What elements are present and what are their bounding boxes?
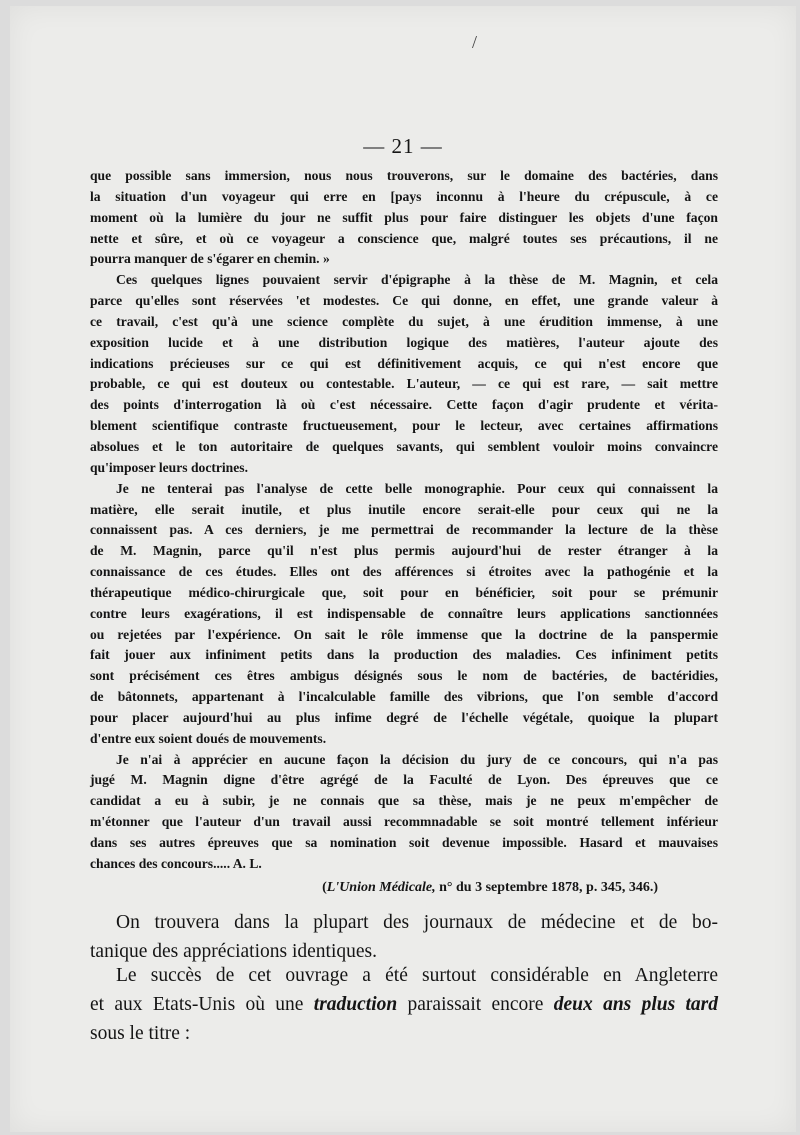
text-line: sous le titre : — [90, 1023, 191, 1044]
text-line: blement scientifique contraste fructueusement, pour le lecteur, avec certaines affirmations — [90, 418, 718, 434]
text-line: qu'imposer leurs doctrines. — [90, 459, 248, 475]
text-line: dans ses autres épreuves que sa nomination soit devenue impossible. Hasard et mauvaises — [90, 835, 718, 850]
text-line: absolues et le ton autoritaire de quelques savants, qui semblent vouloir moins convaincre — [90, 438, 718, 454]
stray-pen-mark: / — [472, 32, 478, 52]
text-line: Le succès de cet ouvrage a été surtout considérable en Angleterre — [116, 965, 718, 986]
quoted-review-text — [90, 166, 718, 875]
document-page — [10, 6, 796, 1132]
closing-paragraph-2 — [90, 961, 718, 1048]
page-number: — 21 — — [363, 134, 443, 158]
text-line: exposition lucide et à une distribution logique des matières, l'auteur ajoute des — [90, 334, 718, 350]
closing-paragraph-1 — [90, 908, 718, 966]
text-run: et aux Etats-Unis où une — [90, 994, 314, 1015]
text-line: On trouvera dans la plupart des journaux de médecine et de bo- — [116, 912, 718, 933]
text-line: tanique des appréciations identiques. — [90, 941, 377, 962]
text-line: matière, elle serait inutile, et plus inutile encore serait-elle pour ceux qui ne la — [90, 501, 718, 517]
text-line: pour placer aujourd'hui au plus infime degré de l'échelle végétale, quoique la plupart — [90, 709, 718, 725]
text-line: la situation d'un voyageur qui erre en [pays inconnu à l'heure du crépuscule, à ce — [90, 188, 718, 204]
text-line: d'entre eux soient doués de mouvements. — [90, 730, 327, 746]
text-line: moment où la lumière du jour ne suffit plus pour faire distinguer les objets d'une façon — [90, 209, 718, 225]
text-line: connaissance de ces études. Elles ont des afférences si étroites avec la pathogénie et la — [90, 564, 718, 580]
emphasis-translation: traduction — [313, 994, 398, 1015]
citation-details: n° du 3 septembre 1878, p. 345, 346.) — [435, 880, 658, 895]
text-line: chances des concours..... A. L. — [90, 855, 262, 871]
text-line: ce travail, c'est qu'à une science complète du sujet, à une érudition immense, à une — [90, 313, 718, 329]
text-line: des points d'interrogation là où c'est nécessaire. Cette façon d'agir prudente et vérita- — [90, 397, 718, 413]
text-line: de bâtonnets, appartenant à l'incalculable famille des vibrions, que l'on semble d'accord — [90, 689, 718, 705]
text-line: indications précieuses sur ce qui est définitivement acquis, ce qui n'est encore que — [90, 355, 718, 371]
text-line: Je ne tenterai pas l'analyse de cette belle monographie. Pour ceux qui connaissent la — [116, 480, 718, 496]
citation-journal: L'Union Médicale, — [326, 880, 436, 895]
text-line: m'étonner que l'auteur d'un travail aussi recommnadable se soit montré tellement inférieur — [90, 814, 718, 830]
text-run: paraissait encore — [397, 994, 554, 1015]
text-line — [90, 990, 718, 1019]
text-line: parce qu'elles sont réservées 'et modestes. Ce qui donne, en effet, une grande valeur à — [90, 293, 718, 309]
source-citation — [90, 880, 658, 896]
text-line: pourra manquer de s'égarer en chemin. » — [90, 251, 330, 267]
text-line: Je n'ai à apprécier en aucune façon la décision du jury de ce concours, qui n'a pas — [116, 751, 718, 767]
text-line: candidat a eu à subir, je ne connais que sa thèse, mais je ne peux m'empêcher de — [90, 793, 718, 809]
text-line: contre leurs exagérations, il est indispensable de connaître leurs applications sanctionnées — [90, 605, 718, 621]
text-line: fait jouer aux infiniment petits dans la production des maladies. Ces infiniment petits — [90, 647, 718, 663]
text-line: jugé M. Magnin digne d'être agrégé de la Faculté de Lyon. Des épreuves que ce — [90, 772, 718, 788]
text-line: ou rejetées par l'expérience. On sait le rôle immense que la doctrine de la panspermie — [90, 626, 718, 642]
emphasis-two-years-later: deux ans plus tard — [553, 994, 718, 1015]
text-line: Ces quelques lignes pouvaient servir d'épigraphe à la thèse de M. Magnin, et cela — [116, 272, 718, 288]
text-line: connaissent pas. A ces derniers, je me permettrai de recommander la lecture de la thèse — [90, 522, 718, 538]
text-line: nette et sûre, et où ce voyageur a conscience que, malgré toutes ses précautions, il ne — [90, 230, 718, 246]
text-line: que possible sans immersion, nous nous trouverons, sur le domaine des bactéries, dans — [90, 168, 718, 183]
text-line: probable, ce qui est douteux ou contestable. L'auteur, — ce qui est rare, — sait mettre — [90, 376, 718, 392]
text-line: thérapeutique médico-chirurgicale que, soit pour en bénéficier, soit pour se prémunir — [90, 584, 718, 600]
text-line: de M. Magnin, parce qu'il n'est plus permis aujourd'hui de rester étranger à la — [90, 543, 718, 559]
text-line: sont précisément ces êtres ambigus désignés sous le nom de bactéries, de bactéridies, — [90, 668, 718, 684]
citation-open: ( — [322, 880, 327, 895]
